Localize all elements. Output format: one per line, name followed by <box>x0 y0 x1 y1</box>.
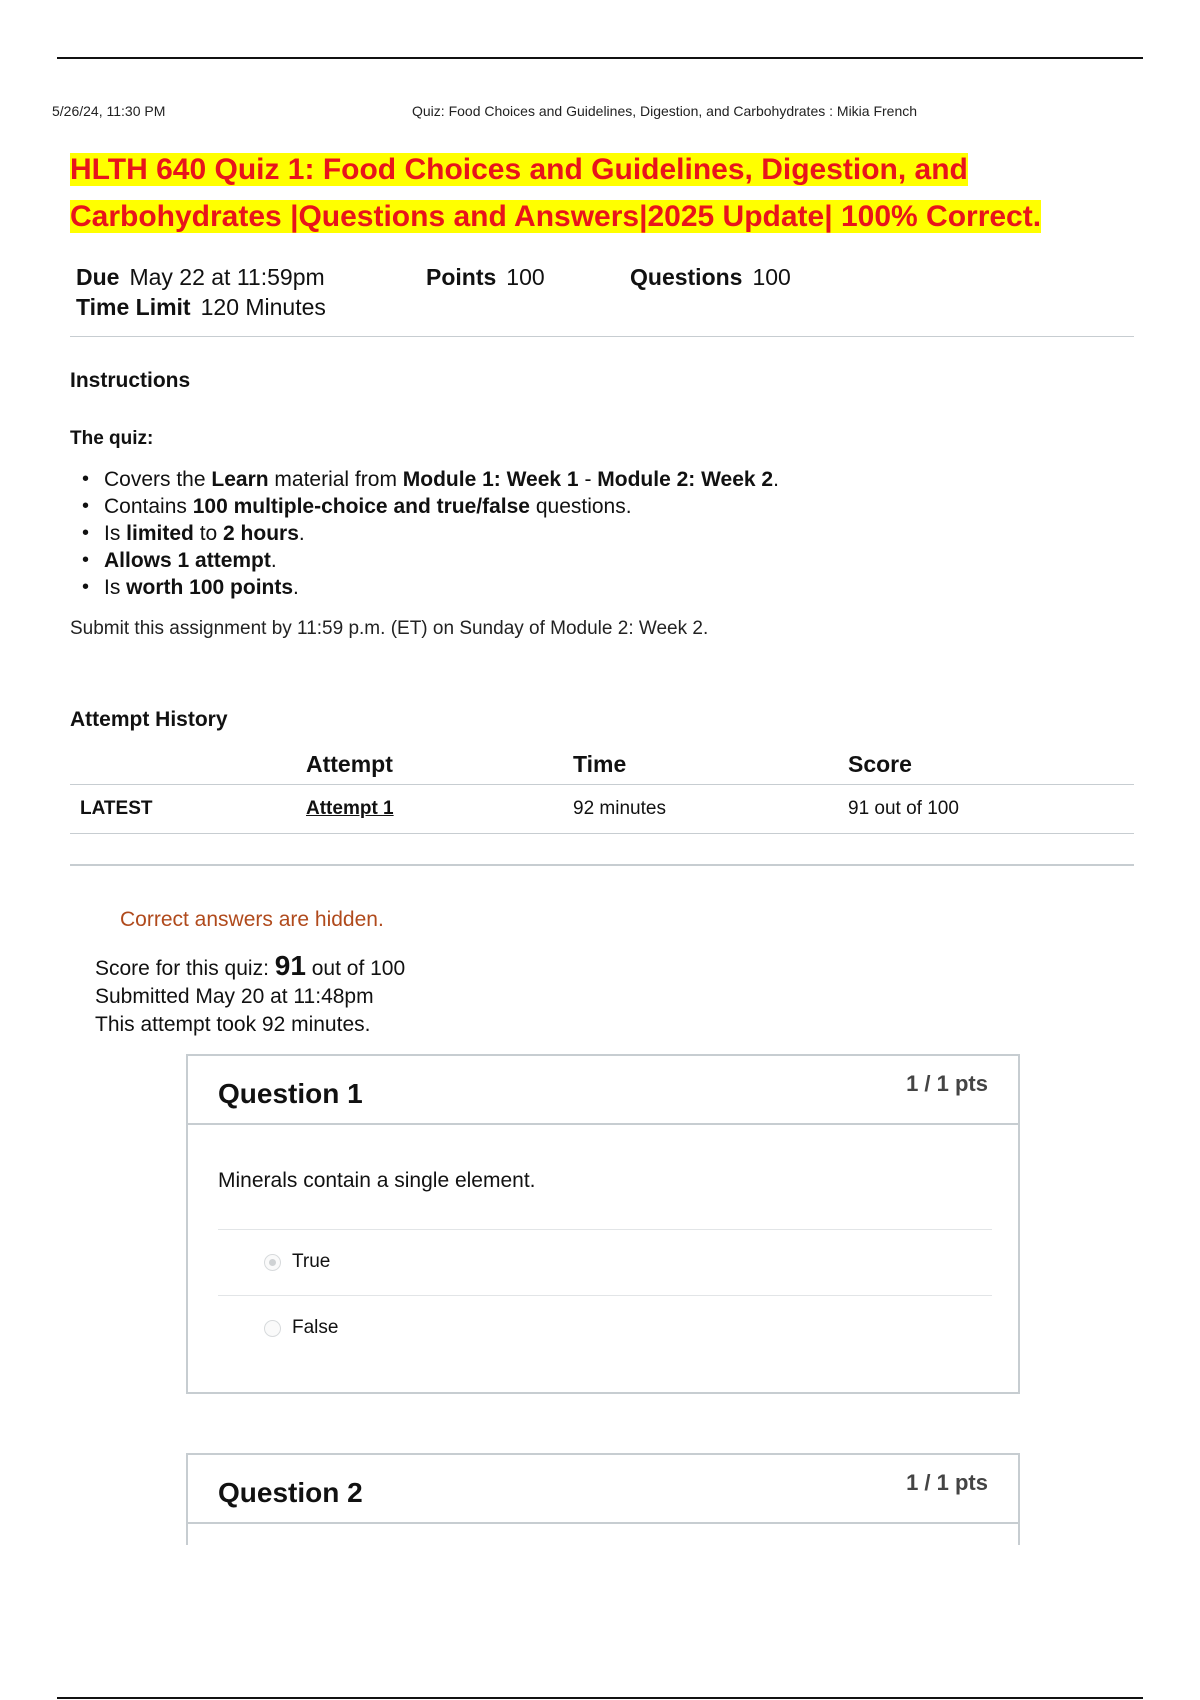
divider <box>70 864 1134 866</box>
top-rule <box>57 57 1143 59</box>
table-row <box>70 784 1134 833</box>
radio-unselected-icon[interactable] <box>264 1320 281 1337</box>
submit-deadline-note: Submit this assignment by 11:59 p.m. (ET) on Sunday of Module 2: Week 2. <box>70 618 709 639</box>
attempt-score: 91 out of 100 <box>848 784 1134 833</box>
bottom-rule <box>57 1697 1143 1699</box>
list-item: • Allows 1 attempt. <box>82 547 779 574</box>
questions-value: 100 <box>752 264 791 290</box>
attempt-time: 92 minutes <box>573 784 848 833</box>
quiz-details <box>76 262 791 322</box>
attempt-status: LATEST <box>70 784 306 833</box>
questions-label: Questions <box>630 264 743 290</box>
column-header-attempt: Attempt <box>306 751 393 778</box>
time-limit-label: Time Limit <box>76 294 191 320</box>
instructions-intro: The quiz: <box>70 428 154 449</box>
print-page-title: Quiz: Food Choices and Guidelines, Digestion, and Carbohydrates : Mikia French <box>412 103 918 119</box>
list-item: • Is limited to 2 hours. <box>82 520 779 547</box>
question-title: Question 1 <box>218 1078 363 1109</box>
question-text: Minerals contain a single element. <box>218 1169 536 1192</box>
column-header-time: Time <box>573 751 627 778</box>
list-item: • Covers the Learn material from Module 1: Week 1 - Module 2: Week 2. <box>82 466 779 493</box>
document-title-line-1: HLTH 640 Quiz 1: Food Choices and Guidelines, Digestion, and <box>70 153 968 186</box>
instructions-heading: Instructions <box>70 369 191 392</box>
divider <box>70 336 1134 337</box>
question-points: 1 / 1 pts <box>906 1470 988 1495</box>
attempt-history-table <box>70 740 1134 834</box>
score-summary: Score for this quiz: 91 out of 100 Submitted May 20 at 11:48pm This attempt took 92 minutes. <box>95 952 405 1039</box>
question-card <box>186 1054 1020 1394</box>
time-limit-value: 120 Minutes <box>200 294 326 320</box>
attempt-duration: This attempt took 92 minutes. <box>95 1013 371 1036</box>
table-header-row <box>70 740 1134 784</box>
due-value: May 22 at 11:59pm <box>129 264 325 290</box>
score-value: 91 <box>274 950 306 981</box>
answer-label: True <box>292 1251 331 1272</box>
instructions-list <box>82 466 779 601</box>
attempt-history-heading: Attempt History <box>70 708 228 731</box>
question-card <box>186 1453 1020 1545</box>
submitted-time: Submitted May 20 at 11:48pm <box>95 985 374 1008</box>
answer-option-true[interactable] <box>264 1251 330 1273</box>
print-date: 5/26/24, 11:30 PM <box>52 103 166 119</box>
points-label: Points <box>426 264 497 290</box>
question-title: Question 2 <box>218 1477 363 1508</box>
points-value: 100 <box>506 264 545 290</box>
question-header <box>188 1056 1018 1125</box>
question-points: 1 / 1 pts <box>906 1071 988 1096</box>
document-title-line-2: Carbohydrates |Questions and Answers|2025 Update| 100% Correct. <box>70 200 1042 233</box>
radio-selected-icon[interactable] <box>264 1254 281 1271</box>
attempt-link[interactable]: Attempt 1 <box>306 797 394 819</box>
answer-option-false[interactable] <box>264 1317 338 1339</box>
column-header-score: Score <box>848 751 912 778</box>
list-item: • Is worth 100 points. <box>82 574 779 601</box>
answers-hidden-notice: Correct answers are hidden. <box>120 908 384 931</box>
document-title <box>70 146 1130 240</box>
list-item: • Contains 100 multiple-choice and true/false questions. <box>82 493 779 520</box>
due-label: Due <box>76 264 120 290</box>
divider <box>218 1229 992 1230</box>
question-header <box>188 1455 1018 1524</box>
answer-label: False <box>292 1317 339 1338</box>
divider <box>218 1295 992 1296</box>
